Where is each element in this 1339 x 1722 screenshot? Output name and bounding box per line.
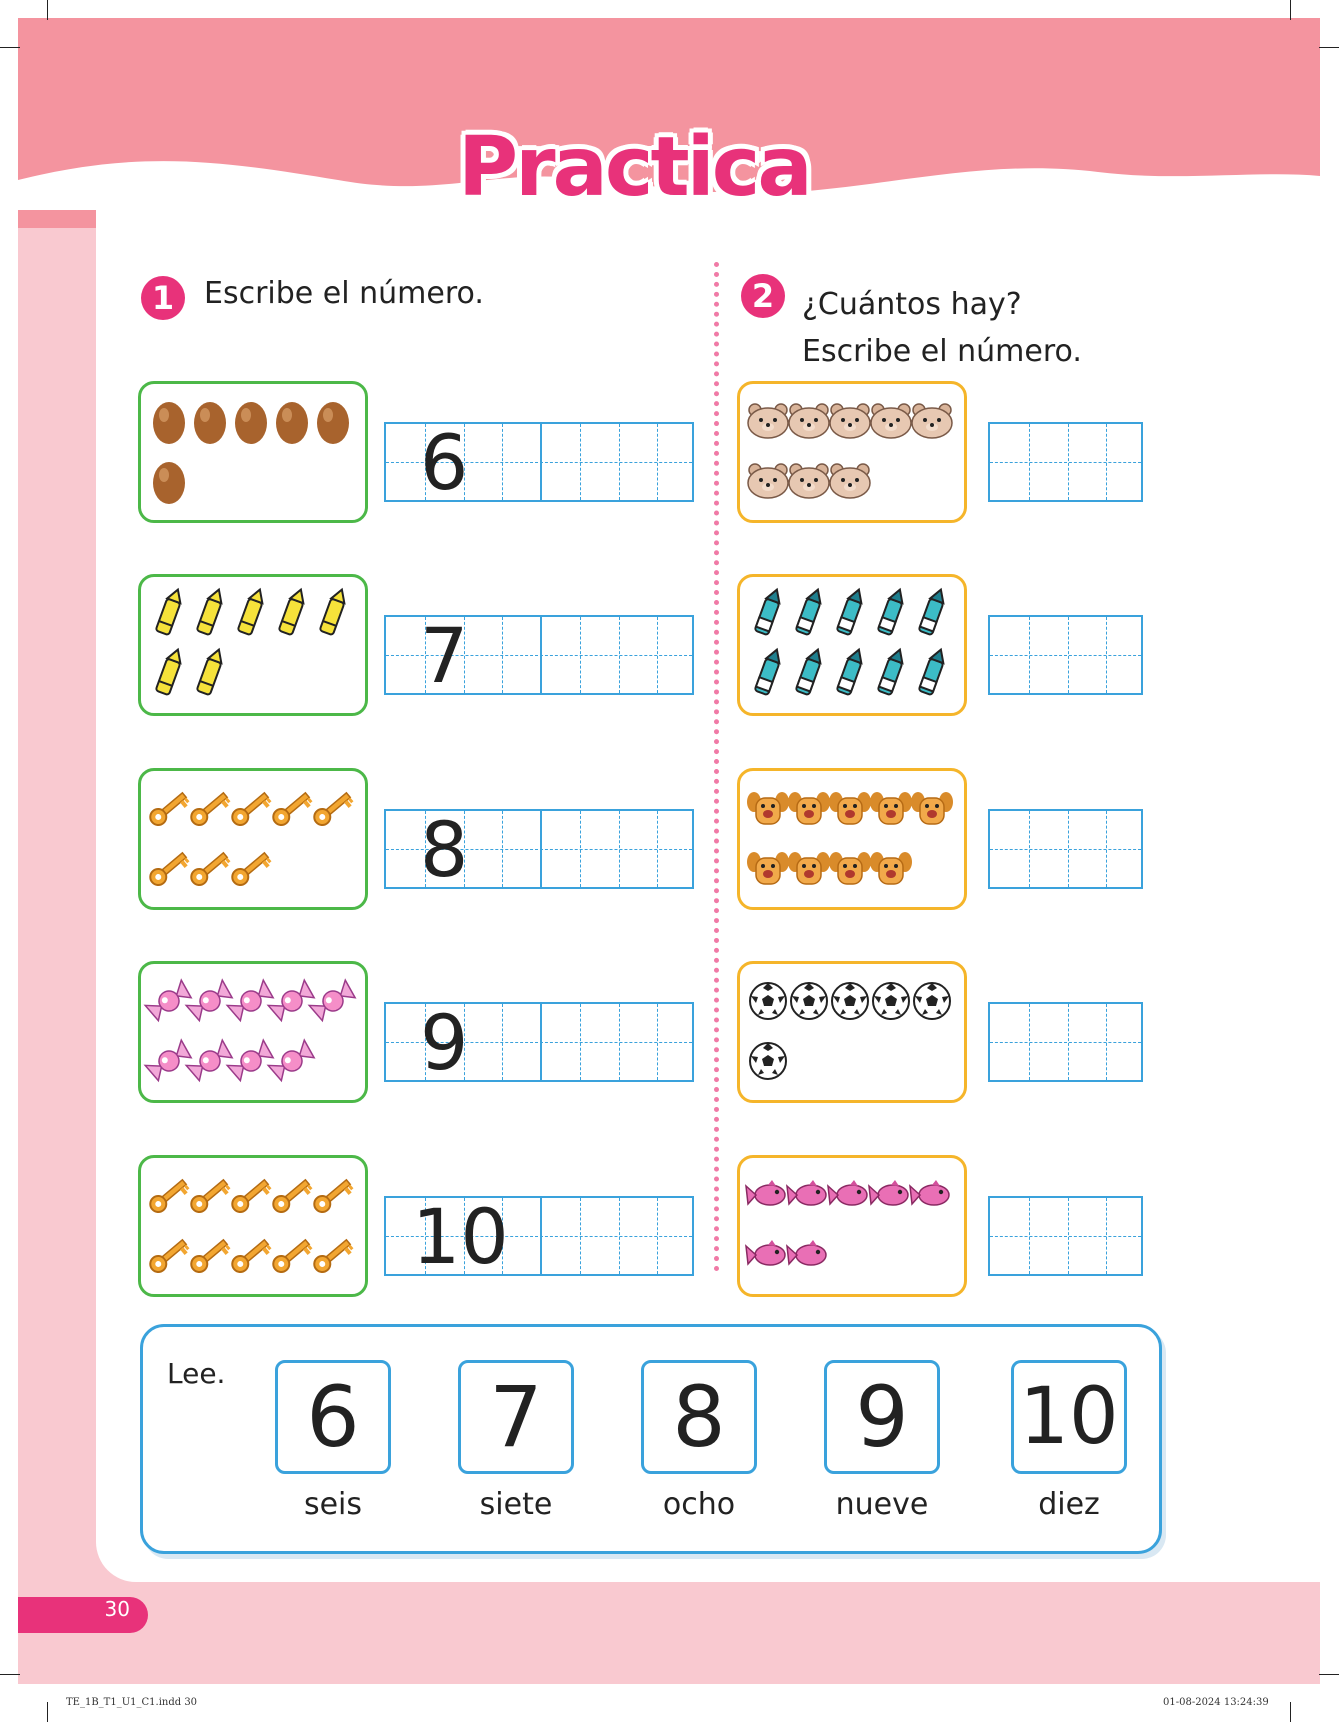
fish-icon [746,1240,785,1265]
bear-face-icon [789,464,829,498]
activity-1-number: 1 [141,276,185,320]
number-card: 6 [275,1360,391,1474]
yellow-crayon-icon [197,587,226,635]
key-icon [147,789,191,830]
key-icon [229,789,273,830]
key-icon [311,789,355,830]
fish-icon [869,1180,908,1205]
crop-mark [1319,47,1339,48]
key-icon [270,1176,314,1217]
blue-crayon-icon [755,587,784,635]
bear-face-icon [830,404,870,438]
dog-icon [911,792,953,824]
candy-icon [268,980,316,1022]
dog-icon [870,792,912,824]
activity-1-instruction: Escribe el número. [204,276,484,311]
fish-icon [787,1240,826,1265]
footer-band [18,1582,1320,1684]
key-icon [188,789,232,830]
key-icon [270,789,314,830]
page-title: Practica [458,120,810,215]
blue-crayon-icon [796,587,825,635]
footer-file: TE_1B_T1_U1_C1.indd 30 [66,1697,198,1708]
activity-2-number: 2 [741,274,785,318]
dog-icon [788,852,830,884]
key-icon [188,1236,232,1277]
bear-face-group [737,381,967,523]
egg-icon [194,402,226,444]
yellow-crayon-icon [156,647,185,695]
key-group [138,768,368,910]
soccer-ball-icon [873,983,909,1019]
candy-icon [227,1040,275,1082]
candy-icon [145,980,193,1022]
soccer-ball-group [737,961,967,1103]
key-group [138,1155,368,1297]
column-divider [714,262,719,1272]
candy-icon [309,980,357,1022]
number-word: ocho [662,1487,736,1522]
dog-icon [747,852,789,884]
bear-face-icon [871,404,911,438]
crop-mark [1319,1674,1339,1675]
bear-face-icon [748,464,788,498]
fish-icon [746,1180,785,1205]
key-icon [188,1176,232,1217]
yellow-crayon-icon [279,587,308,635]
yellow-crayon-icon [238,587,267,635]
blue-crayon-icon [878,587,907,635]
number-word: siete [479,1487,553,1522]
dog-icon [870,852,912,884]
fish-icon [828,1180,867,1205]
soccer-ball-icon [832,983,868,1019]
candy-icon [186,980,234,1022]
candy-icon [186,1040,234,1082]
number-word: nueve [835,1487,929,1522]
trace-numeral: 6 [420,418,469,507]
blue-crayon-icon [837,587,866,635]
candy-icon [268,1040,316,1082]
trace-numeral: 9 [420,998,469,1087]
egg-icon [276,402,308,444]
dog-icon [829,792,871,824]
egg-icon [317,402,349,444]
bear-face-icon [830,464,870,498]
egg-icon [153,462,185,504]
candy-icon [227,980,275,1022]
blue-crayon-icon [755,647,784,695]
blue-crayon-icon [837,647,866,695]
key-icon [229,1236,273,1277]
crop-mark [1290,0,1291,20]
egg-group [138,381,368,523]
writing-grid[interactable] [988,422,1143,502]
fish-icon [910,1180,949,1205]
key-icon [311,1236,355,1277]
crop-mark [0,1674,20,1675]
candy-icon [145,1040,193,1082]
number-card: 8 [641,1360,757,1474]
number-word: diez [1038,1487,1100,1522]
dog-group [737,768,967,910]
key-icon [147,1176,191,1217]
fish-icon [787,1180,826,1205]
crop-mark [0,47,20,48]
yellow-crayon-icon [320,587,349,635]
writing-grid[interactable] [988,615,1143,695]
candy-group [138,961,368,1103]
fish-group [737,1155,967,1297]
page-number: 30 [104,1597,130,1621]
soccer-ball-icon [914,983,950,1019]
crop-mark [1290,1702,1291,1722]
writing-grid[interactable] [988,1196,1143,1276]
writing-grid[interactable] [988,809,1143,889]
blue-crayon-group [737,574,967,716]
trace-numeral: 8 [420,805,469,894]
bear-face-icon [789,404,829,438]
activity-2-instruction-line-1: ¿Cuántos hay? [802,287,1022,322]
crop-mark [47,0,48,20]
blue-crayon-icon [796,647,825,695]
key-icon [229,1176,273,1217]
blue-crayon-icon [878,647,907,695]
egg-icon [153,402,185,444]
bear-face-icon [748,404,788,438]
read-label: Lee. [167,1357,226,1390]
footer-timestamp: 01-08-2024 13:24:39 [1163,1697,1269,1708]
trace-numeral: 7 [420,611,469,700]
dog-icon [788,792,830,824]
key-icon [147,1236,191,1277]
blue-crayon-icon [919,587,948,635]
trace-numeral: 10 [412,1192,509,1281]
number-word: seis [303,1487,363,1522]
dog-icon [829,852,871,884]
yellow-crayon-icon [197,647,226,695]
key-icon [311,1176,355,1217]
soccer-ball-icon [750,1043,786,1079]
egg-icon [235,402,267,444]
key-icon [270,1236,314,1277]
key-icon [147,849,191,890]
soccer-ball-icon [791,983,827,1019]
blue-crayon-icon [919,647,948,695]
yellow-crayon-icon [156,587,185,635]
number-card: 7 [458,1360,574,1474]
dog-icon [747,792,789,824]
key-icon [188,849,232,890]
key-icon [229,849,273,890]
number-card: 10 [1011,1360,1127,1474]
crop-mark [47,1702,48,1722]
bear-face-icon [912,404,952,438]
activity-2-instruction-line-2: Escribe el número. [802,334,1082,369]
yellow-crayon-group [138,574,368,716]
number-card: 9 [824,1360,940,1474]
soccer-ball-icon [750,983,786,1019]
writing-grid[interactable] [988,1002,1143,1082]
